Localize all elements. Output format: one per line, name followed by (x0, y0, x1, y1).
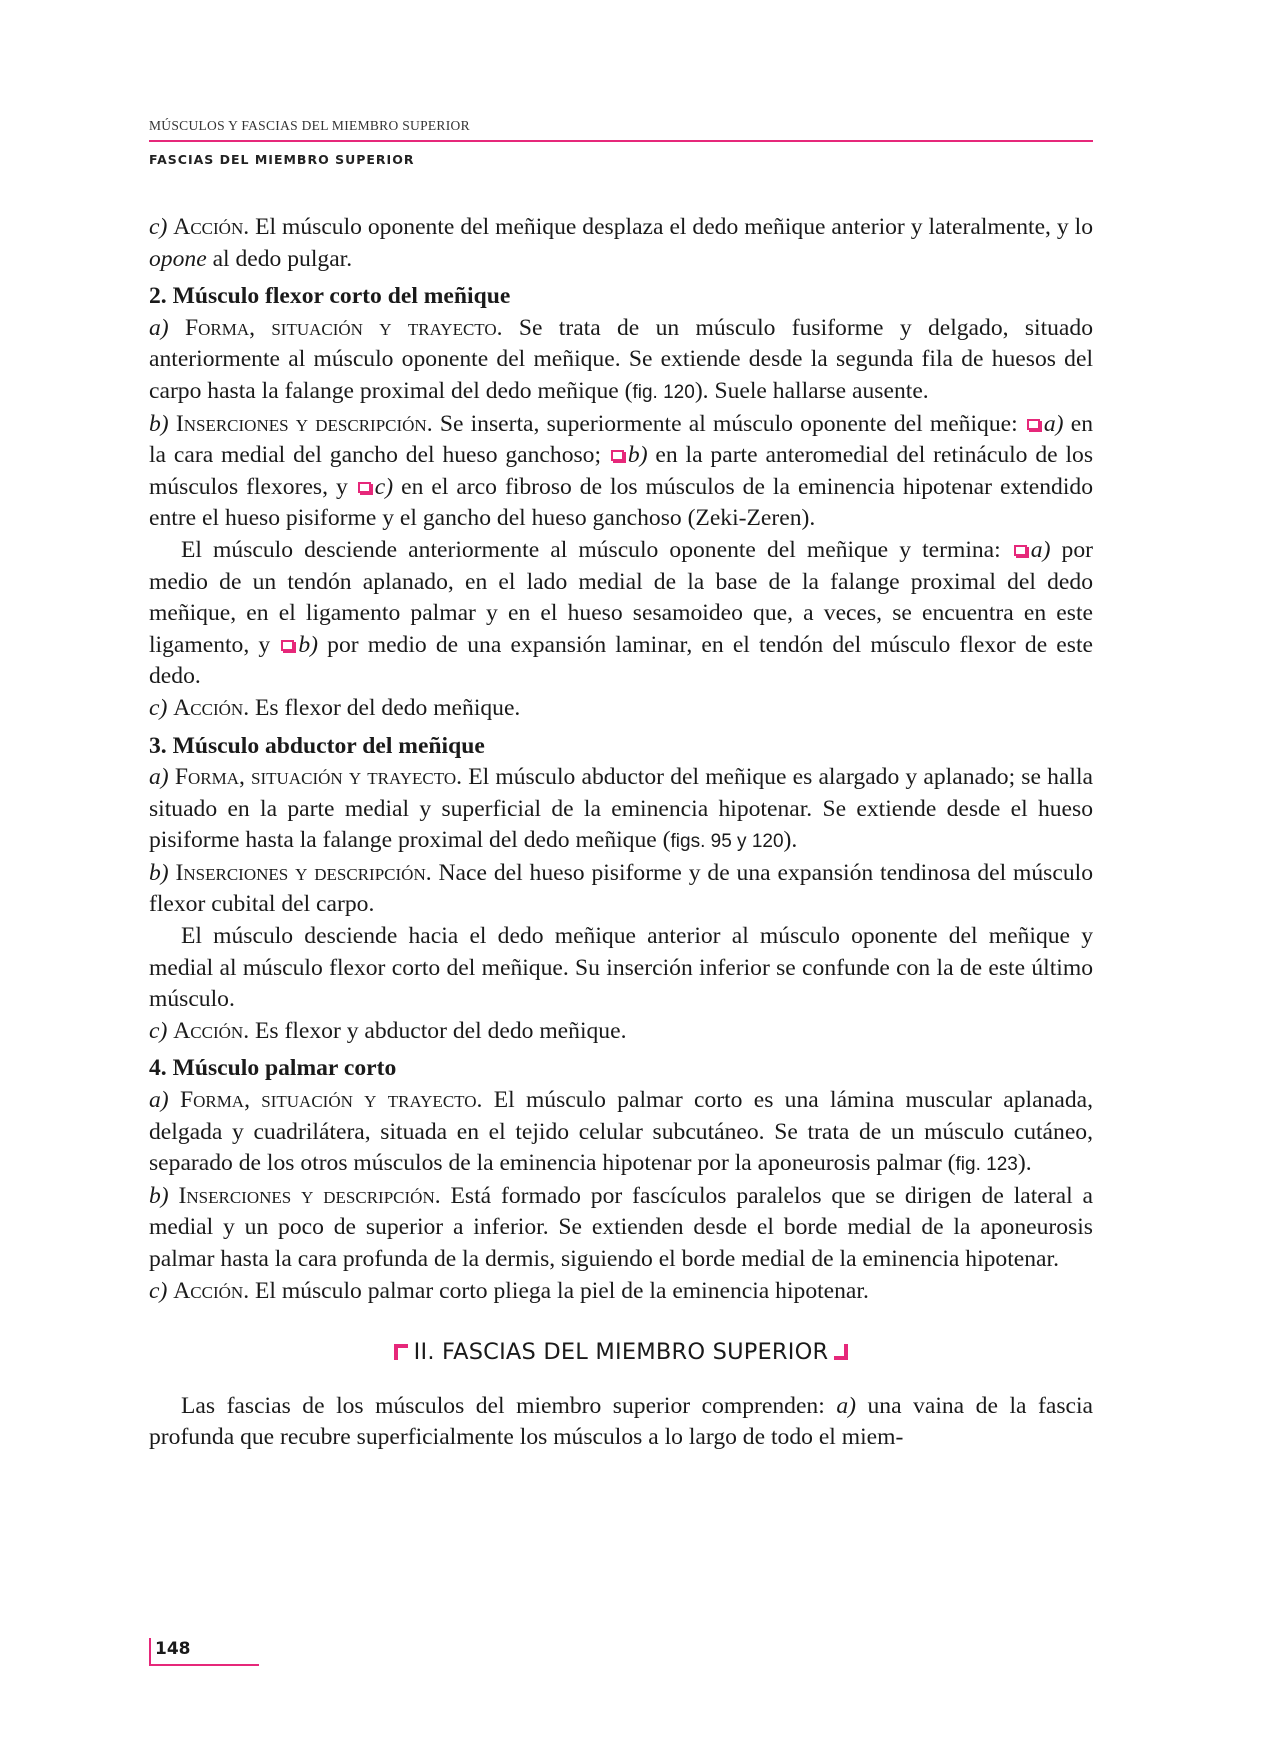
figure-reference: figs. 95 y 120 (670, 831, 784, 853)
page-number: 148 (149, 1638, 191, 1664)
paragraph: c) Acción. El músculo palmar corto pliega la piel de la eminencia hipotenar. (149, 1277, 869, 1304)
paragraph: Las fascias de los músculos del miembro superior comprenden: a) una vaina de la fascia profunda que recubre superficialmente los músculos a lo largo de todo el miem- (149, 1392, 1094, 1451)
figure-reference: fig. 120 (632, 381, 695, 403)
figure-reference: fig. 123 (955, 1154, 1018, 1176)
bullet-box-icon (1027, 419, 1040, 430)
corner-bracket-icon (834, 1344, 848, 1360)
paragraph: b) Inserciones y descripción. Está formado por fascículos paralelos que se dirigen de lateral a medial y un poco de superior a inferior. Se extienden desde el borde medial de la aponeurosis palmar hasta la cara profunda de la dermis, siguiendo el borde medial de la eminencia hipotenar. (149, 1182, 1093, 1272)
bullet-box-icon (1014, 545, 1027, 556)
footer-rule (149, 1664, 259, 1666)
paragraph: b) Inserciones y descripción. Nace del hueso pisiforme y de una expansión tendinosa del músculo flexor cubital del carpo. (149, 859, 1093, 918)
body-text (149, 212, 1093, 1454)
paragraph: El músculo desciende hacia el dedo meñique anterior al músculo oponente del meñique y medial al músculo flexor corto del meñique. Su inserción inferior se confunde con la de este último músculo. (149, 923, 1093, 1013)
running-header: MÚSCULOS Y FASCIAS DEL MIEMBRO SUPERIOR (149, 118, 470, 133)
section-header: FASCIAS DEL MIEMBRO SUPERIOR (149, 152, 415, 167)
paragraph: a) Forma, situación y trayecto. El músculo palmar corto es una lámina muscular aplanada, delgada y cuadrilátera, situada en el tejido celular subcutáneo. Se trata de un músculo cutáneo, separado de los otros músculos de la eminencia hipotenar por la aponeurosis palmar (fig. 123). (149, 1087, 1094, 1177)
corner-bracket-icon (394, 1344, 408, 1360)
paragraph: c) Acción. El músculo oponente del meñique desplaza el dedo meñique anterior y lateralmente, y lo opone al dedo pulgar. (149, 214, 1093, 272)
bullet-box-icon (611, 450, 624, 461)
document-page (149, 0, 1093, 1748)
paragraph: a) Forma, situación y trayecto. Se trata de un músculo fusiforme y delgado, situado anteriormente al músculo oponente del meñique. Se extiende desde la segunda fila de huesos del carpo hasta la falange proximal del dedo meñique (fig. 120). Suele hallarse ausente. (149, 314, 1093, 404)
bullet-box-icon (358, 482, 371, 493)
chapter-title: II. FASCIAS DEL MIEMBRO SUPERIOR (149, 1337, 1093, 1369)
paragraph: a) Forma, situación y trayecto. El músculo abductor del meñique es alargado y aplanado; se halla situado en la parte medial y superficial de la eminencia hipotenar. Se extiende desde el hueso pisiforme hasta la falange proximal del dedo meñique (figs. 95 y 120). (149, 764, 1093, 854)
subsection-title: 2. Músculo flexor corto del meñique (149, 283, 511, 310)
header-rule (149, 140, 1093, 142)
paragraph: c) Acción. Es flexor y abductor del dedo meñique. (149, 1017, 627, 1044)
paragraph: El músculo desciende anteriormente al músculo oponente del meñique y termina: a) por medio de un tendón aplanado, en el lado medial de la base de la falange proximal del dedo meñique, en el ligamento palmar y en el hueso sesamoideo que, a veces, se encuentra en este ligamento, y b) por medio de una expansión laminar, en el tendón del músculo flexor de este dedo. (149, 536, 1093, 690)
subsection-title: 4. Músculo palmar corto (149, 1055, 397, 1082)
bullet-box-icon (281, 640, 294, 651)
subsection-title: 3. Músculo abductor del meñique (149, 732, 485, 759)
paragraph: c) Acción. Es flexor del dedo meñique. (149, 694, 521, 721)
paragraph: b) Inserciones y descripción. Se inserta, superiormente al músculo oponente del meñique: a) en la cara medial del gancho del hueso ganchoso; b) en la parte anteromedial del retináculo de los músculos flexores, y c) en el arco fibroso de los músculos de la eminencia hipotenar extendido entre el hueso pisiforme y el gancho del hueso ganchoso (Zeki-Zeren). (149, 410, 1093, 532)
